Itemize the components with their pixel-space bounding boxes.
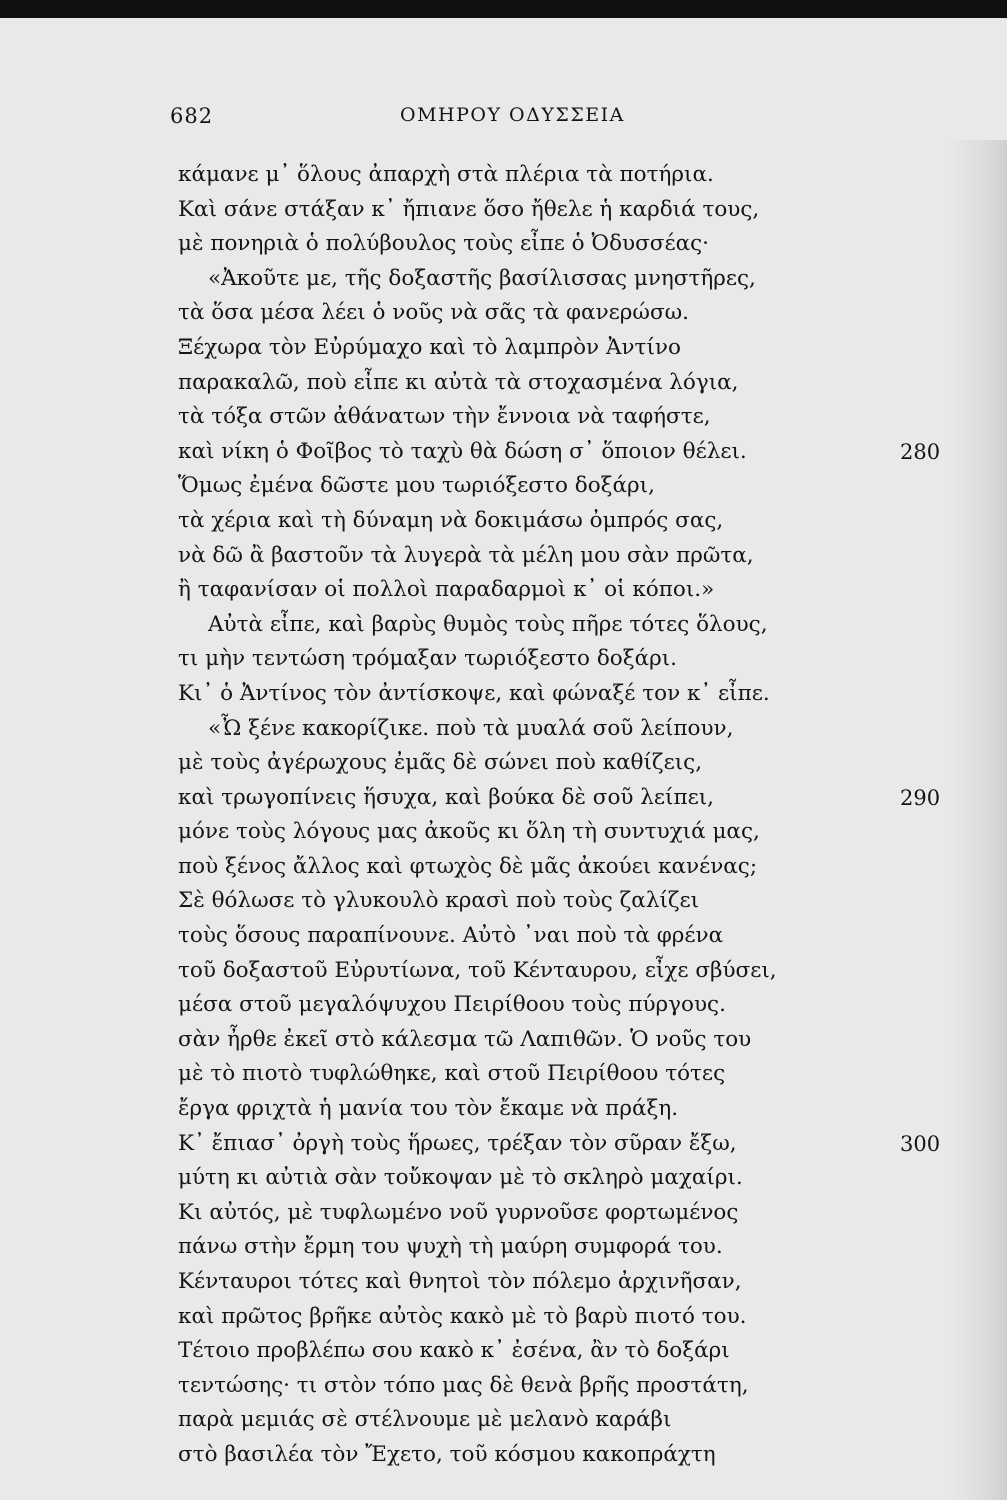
line-number: 280 <box>900 439 941 464</box>
verse-text: ἢ ταφανίσαν οἱ πολλοὶ παραδαρμοὶ κ᾽ οἱ κόποι.» <box>178 577 715 603</box>
verse-line <box>178 988 958 1023</box>
verse-text: κάμανε μ᾽ ὅλους ἀπαρχὴ στὰ πλέρια τὰ ποτήρια. <box>178 162 714 187</box>
verse-line <box>178 469 958 504</box>
verse-text: τὰ τόξα στῶν ἀθάνατων τὴν ἔννοια νὰ ταφήστε, <box>178 404 711 430</box>
verse-text: καὶ νίκη ὁ Φοῖβος τὸ ταχὺ θὰ δώση σ᾽ ὅποιον θέλει. <box>178 438 747 464</box>
line-number: 300 <box>900 1131 941 1156</box>
verse-line <box>178 1196 958 1231</box>
verse-line <box>178 1092 958 1127</box>
verse-line <box>178 331 958 366</box>
verse-text: Καὶ σάνε στάξαν κ᾽ ἤπιανε ὅσο ἤθελε ἡ καρδιά τους, <box>178 196 760 222</box>
verse-text: τοὺς ὅσους παραπίνουνε. Αὐτὸ ᾽ναι ποὺ τὰ φρένα <box>178 923 724 949</box>
facing-page-bleed <box>950 140 1007 1500</box>
verse-line <box>178 1230 958 1265</box>
verse-text: ἔργα φριχτὰ ἡ μανία του τὸν ἔκαμε νὰ πράξη. <box>178 1096 679 1122</box>
verse-text: Ξέχωρα τὸν Εὐρύμαχο καὶ τὸ λαμπρὸν Ἀντίνο <box>178 334 681 360</box>
verse-text: μέσα στοῦ μεγαλόψυχου Πειρίθοου τοὺς πύργους. <box>178 992 726 1018</box>
verse-line <box>178 1127 958 1162</box>
verse-text: Σὲ θόλωσε τὸ γλυκουλὸ κρασὶ ποὺ τοὺς ζαλίζει <box>178 888 700 914</box>
verse-text: νὰ δῶ ἂ βαστοῦν τὰ λυγερὰ τὰ μέλη μου σὰν πρῶτα, <box>178 542 754 568</box>
verse-text: τι μὴν τεντώση τρόμαξαν τωριόξεστο δοξάρι. <box>178 646 677 672</box>
verse-text: Κένταυροι τότες καὶ θνητοὶ τὸν πόλεμο ἀρχινῆσαν, <box>178 1269 742 1294</box>
running-title: ΟΜΗΡΟΥ ΟΔΥΣΣΕΙΑ <box>400 104 625 126</box>
verse-line <box>178 504 958 539</box>
verse-text: στὸ βασιλέα τὸν Ἔχετο, τοῦ κόσμου κακοπράχτη <box>178 1441 716 1467</box>
verse-text: Τέτοιο προβλέπω σου κακὸ κ᾽ ἐσένα, ἂν τὸ δοξάρι <box>178 1338 730 1364</box>
verse-text: καὶ τρωγοπίνεις ἥσυχα, καὶ βούκα δὲ σοῦ λείπει, <box>178 784 715 810</box>
verse-text: μὲ πονηριὰ ὁ πολύβουλος τοὺς εἶπε ὁ Ὀδυσσέας· <box>178 231 709 257</box>
verse-line <box>178 435 958 470</box>
verse-text: σὰν ἦρθε ἐκεῖ στὸ κάλεσμα τῶ Λαπιθῶν. Ὁ νοῦς του <box>178 1026 752 1052</box>
verse-line <box>178 539 958 574</box>
verse-text: μὲ τὸ πιοτὸ τυφλώθηκε, καὶ στοῦ Πειρίθοου τότες <box>178 1061 726 1087</box>
page-header <box>170 104 860 144</box>
verse-line <box>178 850 958 885</box>
verse-text: καὶ πρῶτος βρῆκε αὐτὸς κακὸ μὲ τὸ βαρὺ πιοτό του. <box>178 1303 747 1329</box>
verse-text: πάνω στὴν ἔρμη του ψυχὴ τὴ μαύρη συμφορά του. <box>178 1234 723 1260</box>
verse-text: μύτη κι αὐτιὰ σὰν τοὔκοψαν μὲ τὸ σκληρὸ μαχαίρι. <box>178 1165 743 1191</box>
verse-text: παρακαλῶ, ποὺ εἶπε κι αὐτὰ τὰ στοχασμένα λόγια, <box>178 369 739 395</box>
verse-text: τοῦ δοξαστοῦ Εὐρυτίωνα, τοῦ Κένταυρου, εἶχε σβύσει, <box>178 957 777 983</box>
verse-text: τὰ χέρια καὶ τὴ δύναμη νὰ δοκιμάσω ὀμπρός σας, <box>178 507 724 533</box>
verse-line <box>178 954 958 989</box>
verse-text: «Ἀκοῦτε με, τῆς δοξαστῆς βασίλισσας μνηστῆρες, <box>208 265 756 291</box>
verse-line <box>178 781 958 816</box>
verse-line <box>178 1023 958 1058</box>
verse-line <box>178 227 958 262</box>
page-number: 682 <box>170 104 214 128</box>
verse-text: Κι᾽ ὁ Ἀντίνος τὸν ἀντίσκοψε, καὶ φώναξέ τον κ᾽ εἶπε. <box>178 680 770 706</box>
verse-text: μὲ τοὺς ἀγέρωχους ἐμᾶς δὲ σώνει ποὺ καθίζεις, <box>178 750 703 776</box>
verse-line <box>178 1161 958 1196</box>
verse-text: Κ᾽ ἔπιασ᾽ ὀργὴ τοὺς ἥρωες, τρέξαν τὸν σῦραν ἔξω, <box>178 1130 737 1156</box>
verse-line <box>178 919 958 954</box>
verse-line <box>178 1300 958 1335</box>
verse-block <box>178 158 958 1473</box>
verse-text: Ὅμως ἐμένα δῶστε μου τωριόξεστο δοξάρι, <box>178 473 655 499</box>
verse-line <box>178 400 958 435</box>
verse-line <box>178 158 958 193</box>
verse-line <box>178 884 958 919</box>
verse-line <box>178 815 958 850</box>
verse-line <box>178 1403 958 1438</box>
verse-line <box>178 642 958 677</box>
verse-line <box>178 296 958 331</box>
verse-line <box>178 193 958 228</box>
verse-line <box>178 1438 958 1473</box>
verse-text: παρὰ μεμιάς σὲ στέλνουμε μὲ μελανὸ καράβι <box>178 1407 672 1433</box>
verse-text: τὰ ὅσα μέσα λέει ὁ νοῦς νὰ σᾶς τὰ φανερώσω. <box>178 300 690 326</box>
verse-text: Αὐτὰ εἶπε, καὶ βαρὺς θυμὸς τοὺς πῆρε τότες ὅλους, <box>208 611 768 637</box>
verse-text: Κι αὐτός, μὲ τυφλωμένο νοῦ γυρνοῦσε φορτωμένος <box>178 1199 739 1225</box>
verse-line <box>178 1369 958 1404</box>
verse-text: «Ὦ ξένε κακορίζικε. ποὺ τὰ μυαλά σοῦ λείπουν, <box>208 715 734 741</box>
line-number: 290 <box>900 785 941 810</box>
verse-line <box>178 366 958 401</box>
verse-line <box>178 677 958 712</box>
verse-line <box>178 1057 958 1092</box>
verse-line <box>178 712 958 747</box>
verse-line <box>178 1265 958 1300</box>
scan-top-edge <box>0 0 1007 18</box>
verse-line <box>178 746 958 781</box>
verse-line <box>178 262 958 297</box>
verse-line <box>178 573 958 608</box>
verse-text: ποὺ ξένος ἄλλος καὶ φτωχὸς δὲ μᾶς ἀκούει κανένας; <box>178 853 758 879</box>
verse-text: τεντώσης· τι στὸν τόπο μας δὲ θενὰ βρῆς προστάτη, <box>178 1372 749 1398</box>
verse-line <box>178 608 958 643</box>
verse-line <box>178 1334 958 1369</box>
verse-text: μόνε τοὺς λόγους μας ἀκοῦς κι ὅλη τὴ συντυχιά μας, <box>178 819 760 845</box>
